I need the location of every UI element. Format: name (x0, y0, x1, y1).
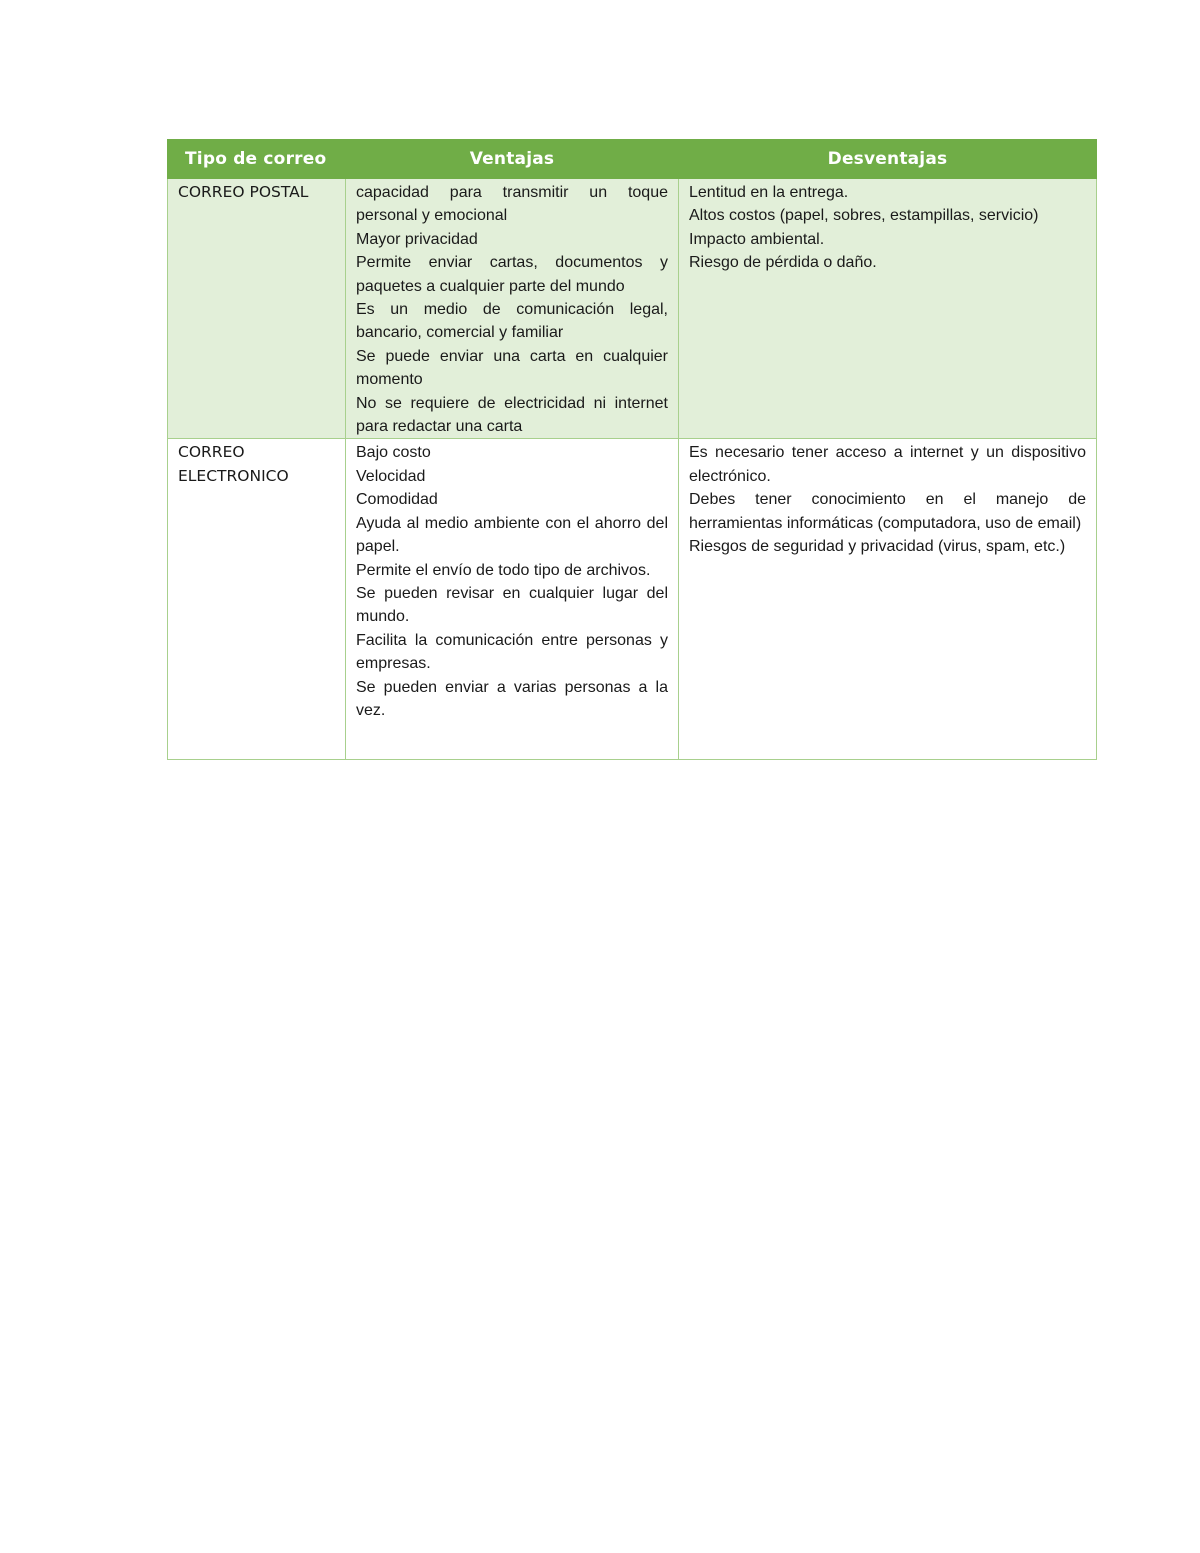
list-item: Lentitud en la entrega. (689, 184, 849, 201)
list-item: Riesgo de pérdida o daño. (689, 254, 877, 272)
list-item: Es necesario tener acceso a internet y un dispositivo electrónico. (689, 444, 1086, 485)
list-item: Altos costos (papel, sobres, estampillas, servicio) (689, 207, 1039, 225)
header-advantages: Ventajas (346, 140, 679, 179)
list-item: Se pueden enviar a varias personas a la vez. (356, 678, 668, 719)
header-disadvantages: Desventajas (679, 140, 1097, 179)
list-item: capacidad para transmitir un toque personal y emocional (356, 184, 668, 225)
list-item: Impacto ambiental. (689, 230, 825, 248)
header-type: Tipo de correo (168, 140, 346, 179)
list-item: Ayuda al medio ambiente con el ahorro del papel. (356, 514, 668, 556)
cell-advantages-postal (346, 179, 679, 439)
list-item: No se requiere de electricidad ni internet para redactar una carta (356, 394, 668, 436)
cell-disadvantages-postal (679, 179, 1097, 439)
cell-advantages-email (346, 439, 679, 760)
list-item: Se pueden revisar en cualquier lugar del mundo. (356, 584, 668, 626)
cell-type-email: CORREO ELECTRONICO (168, 439, 346, 760)
list-item: Bajo costo (356, 444, 431, 462)
list-item: Permite el envío de todo tipo de archivos. (356, 561, 651, 579)
list-item: Mayor privacidad (356, 230, 478, 248)
comparison-table (167, 139, 1097, 760)
list-item: Riesgos de seguridad y privacidad (virus, spam, etc.) (689, 538, 1066, 556)
list-item: Comodidad (356, 491, 438, 509)
table-header-row (168, 140, 1097, 179)
table-row-email (168, 439, 1097, 760)
list-item: Debes tener conocimiento en el manejo de herramientas informáticas (computadora, uso de email) (689, 491, 1086, 532)
cell-type-postal: CORREO POSTAL (168, 179, 346, 439)
cell-disadvantages-email (679, 439, 1097, 760)
list-item: Facilita la comunicación entre personas y empresas. (356, 631, 668, 673)
list-item: Velocidad (356, 467, 426, 485)
list-item: Se puede enviar una carta en cualquier momento (356, 347, 668, 389)
list-item: Permite enviar cartas, documentos y paquetes a cualquier parte del mundo (356, 254, 668, 295)
table-row-postal (168, 179, 1097, 439)
list-item: Es un medio de comunicación legal, bancario, comercial y familiar (356, 301, 668, 342)
